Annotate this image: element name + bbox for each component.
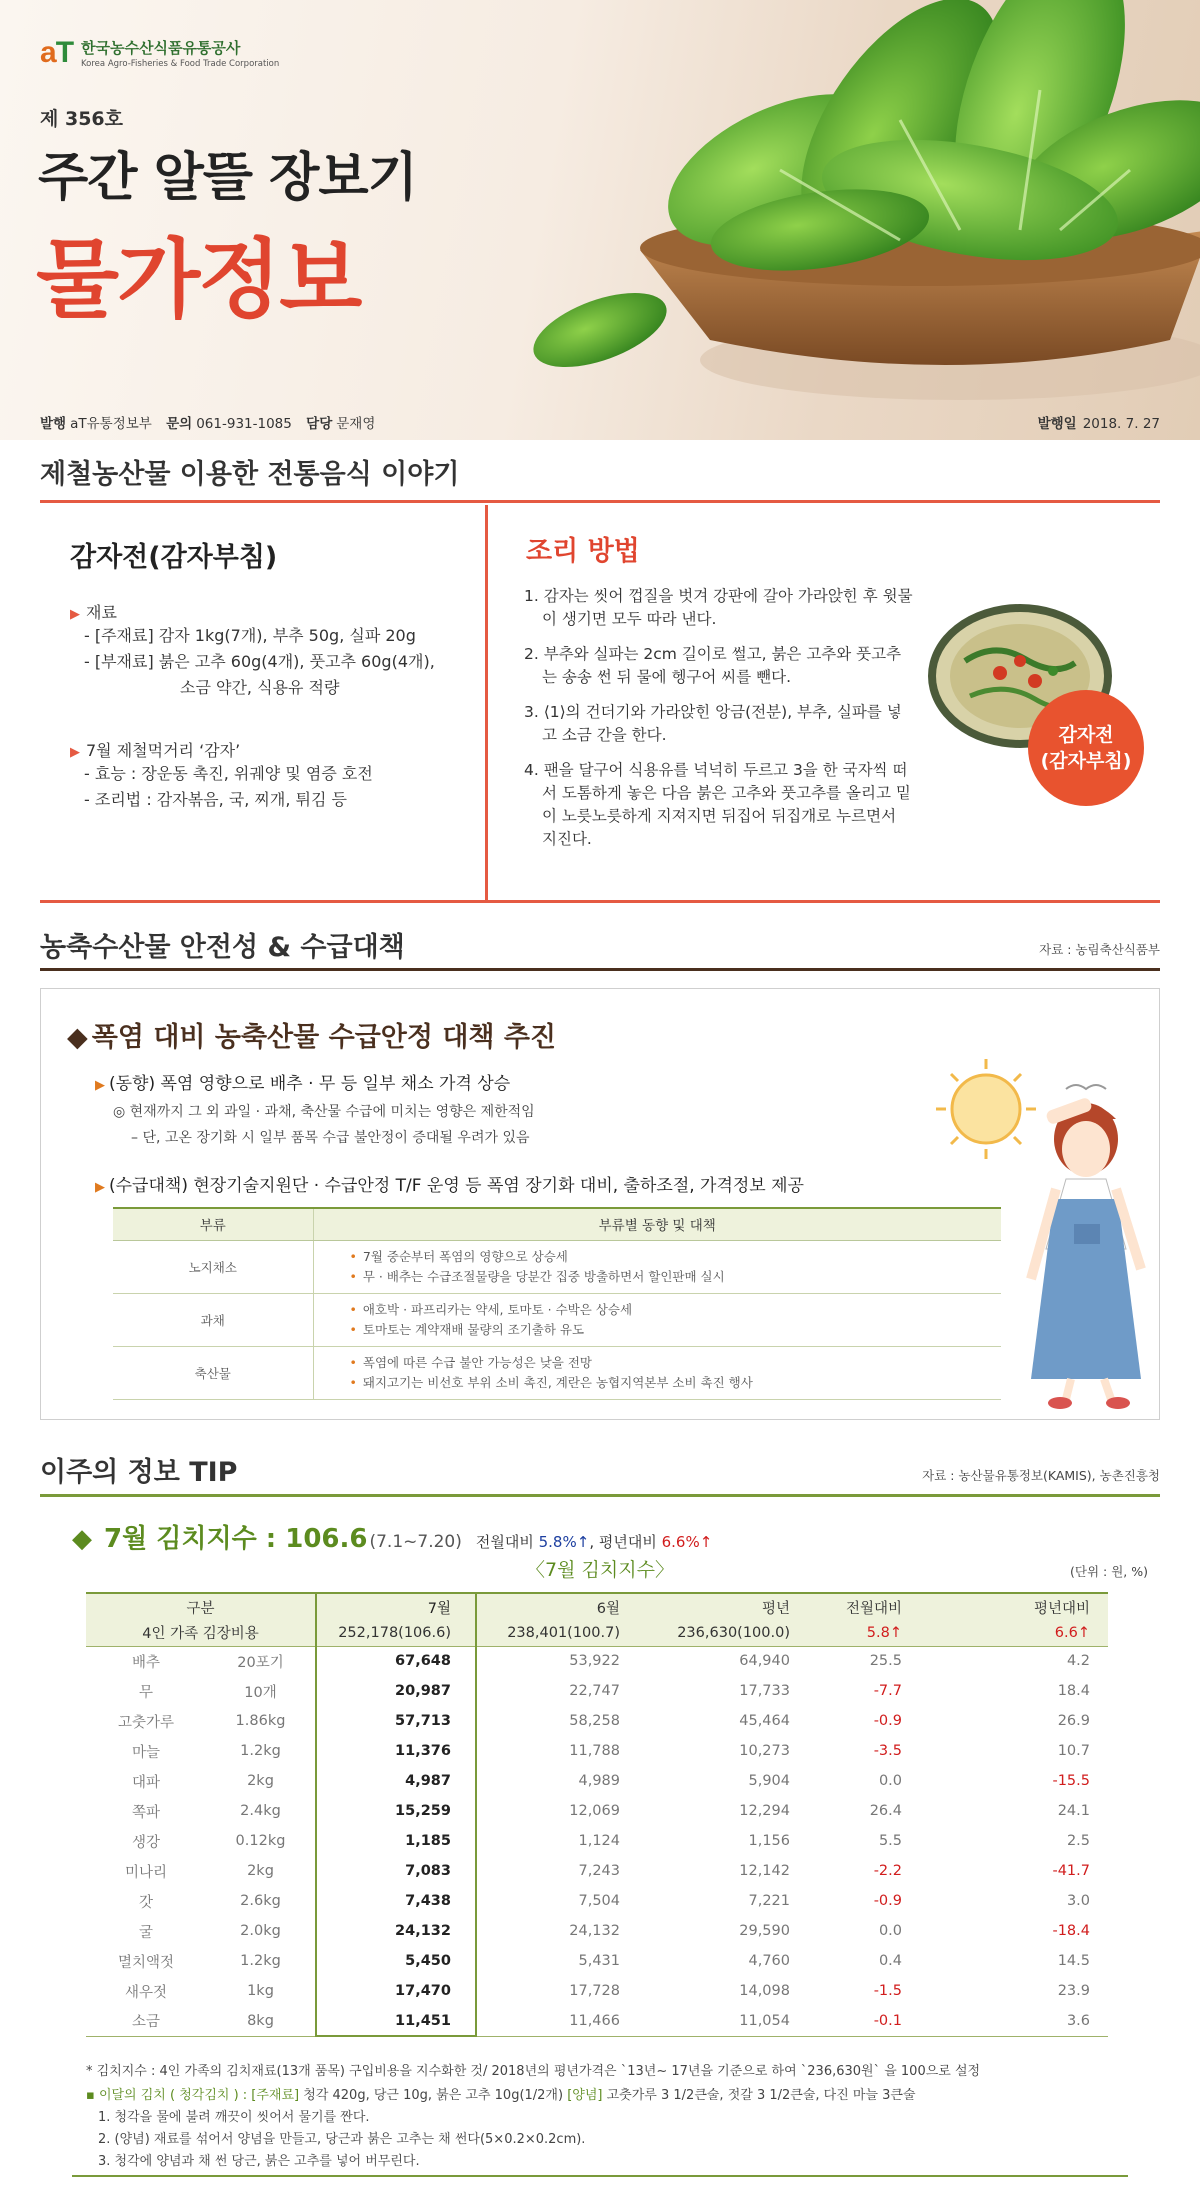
section-title-info-tip: 이주의 정보 TIP (40, 1457, 238, 1488)
dot-bullet-icon: • (349, 1301, 357, 1317)
table-header-row (86, 1593, 1108, 1620)
diamond-bullet-icon: ◆ (67, 1022, 88, 1053)
measures-headline-text: 폭염 대비 농축산물 수급안정 대책 추진 (91, 1022, 557, 1053)
cell-jun: 17,728 (569, 1983, 620, 1999)
cell-avg: 29,590 (739, 1923, 790, 1939)
cell-item: 쪽파 (131, 1804, 160, 1821)
section-source: 자료 : 농산물유통정보(KAMIS), 농촌진흥청 (922, 1468, 1160, 1483)
cell-jun: 53,922 (569, 1653, 620, 1670)
cell-avg: 12,294 (739, 1803, 790, 1819)
dot-bullet-icon: • (349, 1374, 357, 1390)
table-row (86, 1976, 1108, 2006)
column-divider (485, 505, 488, 900)
cell-jul: 7,438 (316, 1886, 476, 1916)
cell-jul: 15,259 (316, 1796, 476, 1826)
cell-avg: 64,940 (739, 1653, 790, 1670)
cell-qty: 10개 (244, 1684, 277, 1701)
column-header: 6월 (476, 1593, 626, 1620)
cell-jun: 12,069 (569, 1803, 620, 1819)
section-source: 자료 : 농림축산식품부 (1039, 942, 1160, 957)
description-line: 무 · 배추는 수급조절물량을 당분간 집중 방출하면서 할인판매 실시 (362, 1268, 725, 1284)
heatwave-woman-illustration (926, 1049, 1156, 1414)
description-line: 애호박 · 파프리카는 약세, 토마토 · 수박은 상승세 (362, 1301, 633, 1317)
cell-item: 배추 (131, 1654, 160, 1671)
ingredient-line: - [주재료] 감자 1kg(7개), 부추 50g, 실파 20g (84, 626, 416, 645)
cell-mom: 26.4 (869, 1803, 902, 1819)
cooking-step: 4. 팬을 달구어 식용유를 넉넉히 두르고 3을 한 국자씩 떠서 도톰하게 놓은 다음 붉은 고추와 풋고추를 올리고 밑이 노릇노릇하게 지져지면 뒤집어 뒤집개로 누르면서 지진다. (524, 761, 911, 848)
trend-note: ◎ 현재까지 그 외 과일 · 과채, 축산물 수급에 미치는 영향은 제한적임 (113, 1104, 535, 1120)
dot-bullet-icon: • (349, 1321, 357, 1337)
section-divider (40, 900, 1160, 903)
cell-mom: 0.4 (878, 1953, 902, 1969)
cell-qty: 20포기 (237, 1654, 284, 1671)
table-row (86, 1916, 1108, 1946)
cell-item: 소금 (86, 2006, 206, 2036)
kimchi-index-table (86, 1592, 1108, 2037)
cell-qty: 2.0kg (240, 1923, 281, 1939)
cooking-step: 2. 부추와 실파는 2cm 길이로 썰고, 붉은 고추와 풋고추는 송송 썬 뒤 물에 헹구어 씨를 뺀다. (524, 645, 902, 686)
cell-jun: 11,788 (569, 1743, 620, 1759)
cell-mom: 5.5 (878, 1833, 902, 1849)
table-row (86, 1886, 1108, 1916)
cell-jun: 4,989 (578, 1773, 620, 1789)
cell-yoy: 26.9 (1057, 1713, 1090, 1729)
cooking-method-panel (520, 505, 1160, 900)
cell-yoy: 23.9 (1057, 1983, 1090, 1999)
column-header: 전월대비 (796, 1593, 908, 1620)
badge-line: (감자부침) (1040, 750, 1132, 772)
logo-mark-t: T (55, 36, 74, 69)
cell-jun: 5,431 (578, 1953, 620, 1969)
recipe-step: 2. (양념) 재료를 섞어서 양념을 만들고, 당근과 붉은 고추는 채 썬다(5×0.2×0.2cm). (98, 2132, 586, 2147)
ingredients-block (70, 600, 435, 701)
cell-jul: 57,713 (316, 1706, 476, 1736)
seasonal-line: - 조리법 : 감자볶음, 국, 찌개, 튀김 등 (84, 790, 347, 809)
cell-avg: 45,464 (739, 1713, 790, 1729)
triangle-bullet-icon: ▶ (95, 1078, 105, 1093)
dot-bullet-icon: • (349, 1354, 357, 1370)
cell-yoy: -41.7 (1052, 1863, 1090, 1879)
logo-mark-a: a (40, 36, 56, 69)
cell-mom: -0.9 (873, 1713, 902, 1729)
badge-line: 감자전 (1058, 724, 1114, 746)
column-header: 평년 (626, 1593, 796, 1620)
total-label: 4인 가족 김장비용 (86, 1620, 316, 1646)
manager-label: 담당 (306, 416, 333, 432)
description-line: 돼지고기는 비선호 부위 소비 촉진, 계란은 농협지역본부 소비 촉진 행사 (362, 1374, 753, 1390)
cell-jul: 5,450 (316, 1946, 476, 1976)
cell-jun: 1,124 (578, 1833, 620, 1849)
table-row (86, 2006, 1108, 2036)
category-cell: 노지채소 (113, 1240, 313, 1293)
publish-date-label: 발행일 (1037, 416, 1077, 432)
description-line: 토마토는 계약재배 물량의 조기출하 유도 (362, 1321, 585, 1337)
at-logo (40, 36, 279, 70)
column-header: 구분 (86, 1593, 316, 1620)
dish-name-badge (1028, 690, 1144, 806)
measures-point-text: (수급대책) 현장기술지원단 · 수급안정 T/F 운영 등 폭염 장기화 대비, 출하조절, 가격정보 제공 (109, 1176, 804, 1196)
seasonal-heading (70, 738, 373, 761)
compare-label: 전월대비 (475, 1533, 534, 1551)
description-cell (313, 1346, 1001, 1399)
cell-avg: 5,904 (748, 1773, 790, 1789)
cell-mom: -7.7 (873, 1683, 902, 1699)
page-subtitle: 물가정보 (36, 230, 361, 330)
cell-mom: -0.1 (796, 2006, 908, 2036)
measures-point (95, 1171, 804, 1196)
table-row (113, 1293, 1001, 1346)
spinach-bowl-illustration (520, 0, 1200, 400)
dish-info-panel (40, 505, 485, 900)
kimchi-index-period: (7.1~7.20) (369, 1532, 462, 1552)
section-divider (40, 1494, 1160, 1497)
table-row (86, 1856, 1108, 1886)
cell-item: 무 (138, 1684, 153, 1701)
table-row (86, 1706, 1108, 1736)
table-row (86, 1826, 1108, 1856)
cell-jul: 67,648 (316, 1646, 476, 1676)
measures-headline (67, 1015, 556, 1054)
manager-name: 문재영 (336, 416, 376, 432)
cell-item: 고춧가루 (117, 1714, 175, 1731)
category-measures-table (113, 1207, 1001, 1400)
section-title-safety: 농축수산물 안전성 & 수급대책 (40, 932, 405, 963)
total-jul: 252,178(106.6) (316, 1620, 476, 1646)
publisher-label: 발행 (40, 416, 67, 432)
table-row (113, 1346, 1001, 1399)
cell-yoy: 10.7 (1057, 1743, 1090, 1759)
dish-title: 감자전(감자부침) (70, 542, 278, 573)
cell-mom: -0.9 (873, 1893, 902, 1909)
dot-bullet-icon: • (349, 1248, 357, 1264)
publish-date (1038, 412, 1160, 432)
section-title-traditional-food: 제철농산물 이용한 전통음식 이야기 (40, 459, 460, 490)
cell-jul: 4,987 (316, 1766, 476, 1796)
table-row (86, 1796, 1108, 1826)
recipe-main-label: [주재료] (251, 2088, 300, 2103)
table-row (86, 1736, 1108, 1766)
cooking-steps (524, 585, 914, 863)
cell-avg: 1,156 (748, 1833, 790, 1849)
cell-jul: 20,987 (316, 1676, 476, 1706)
seasonal-line: - 효능 : 장운동 촉진, 위궤양 및 염증 호전 (84, 764, 373, 783)
recipe-sauce-label: [양념] (567, 2088, 603, 2103)
cell-jun: 7,504 (578, 1893, 620, 1909)
org-name-en: Korea Agro-Fisheries & Food Trade Corporation (81, 59, 280, 69)
description-line: 폭염에 따른 수급 불안 가능성은 낮을 전망 (362, 1354, 592, 1370)
cell-jul: 1,185 (316, 1826, 476, 1856)
cell-mom: -3.5 (873, 1743, 902, 1759)
cooking-step: 3. ⟨1⟩의 건더기와 가라앉힌 앙금(전분), 부추, 실파를 넣고 소금 간을 한다. (524, 703, 902, 744)
contact-label: 문의 (166, 416, 193, 432)
trend-point-text: (동향) 폭염 영향으로 배추 · 무 등 일부 채소 가격 상승 (109, 1074, 511, 1094)
publisher: aT유통정보부 (70, 416, 152, 432)
cell-jul: 11,451 (316, 2006, 476, 2036)
cell-item: 갓 (138, 1894, 153, 1911)
cell-item: 멸치액젓 (117, 1954, 175, 1971)
footer-divider (72, 2175, 1128, 2177)
cell-item: 미나리 (124, 1864, 168, 1881)
diamond-bullet-icon: ◆ (72, 1524, 92, 1554)
cell-qty: 2kg (247, 1773, 274, 1789)
cell-yoy: 3.0 (1066, 1893, 1090, 1909)
trend-point (95, 1069, 510, 1094)
kimchi-index-title: 7월 김치지수 : 106.6 (104, 1524, 368, 1554)
column-header: 부류별 동향 및 대책 (313, 1208, 1001, 1240)
issue-number: 제 356호 (40, 108, 123, 130)
cell-jul: 7,083 (316, 1856, 476, 1886)
triangle-bullet-icon: ▶ (70, 607, 80, 622)
cell-yoy: 18.4 (1057, 1683, 1090, 1699)
cooking-step: 1. 감자는 씻어 껍질을 벗겨 강판에 갈아 가라앉힌 후 윗물이 생기면 모두 따라 낸다. (524, 587, 913, 628)
table-row (86, 1646, 1108, 1676)
cell-yoy: 4.2 (1066, 1653, 1090, 1670)
cell-yoy: -15.5 (1052, 1773, 1090, 1789)
cell-item: 새우젓 (124, 1984, 168, 2001)
table-row (113, 1240, 1001, 1293)
header-banner (0, 0, 1200, 440)
description-cell (313, 1240, 1001, 1293)
cell-item: 마늘 (131, 1744, 160, 1761)
total-avg: 236,630(100.0) (626, 1620, 796, 1646)
cell-avg: 10,273 (739, 1743, 790, 1759)
category-cell: 과채 (113, 1293, 313, 1346)
page-title: 주간 알뜰 장보기 (38, 148, 417, 208)
table-row (86, 1676, 1108, 1706)
trend-note: – 단, 고온 장기화 시 일부 품목 수급 불안정이 증대될 우려가 있음 (131, 1130, 530, 1146)
cell-yoy: 14.5 (1057, 1953, 1090, 1969)
contact-phone: 061-931-1085 (196, 416, 292, 432)
total-mom: 5.8↑ (796, 1620, 908, 1646)
cell-mom: -2.2 (873, 1863, 902, 1879)
table-row (86, 1946, 1108, 1976)
seasonal-heading-text: 7월 제철먹거리 ‘감자’ (86, 741, 241, 760)
cell-item: 대파 (131, 1774, 160, 1791)
cooking-method-title: 조리 방법 (526, 536, 640, 567)
section-divider (40, 968, 1160, 971)
ingredient-line: - [부재료] 붉은 고추 60g(4개), 풋고추 60g(4개), (84, 652, 435, 671)
cell-qty: 8kg (206, 2006, 316, 2036)
compare-prev-value: 5.8%↑ (538, 1533, 590, 1551)
kimchi-footnote: * 김치지수 : 4인 가족의 김치재료(13개 품목) 구입비용을 지수화한 것/ 2018년의 평년가격은 `13년~ 17년을 기준으로 하여 `236,630원` 을 100으로 설정 (86, 2064, 981, 2079)
triangle-bullet-icon: ▶ (95, 1180, 105, 1195)
column-header: 평년대비 (908, 1593, 1108, 1620)
cell-qty: 0.12kg (235, 1833, 286, 1849)
publisher-info (40, 412, 375, 432)
unit-note: (단위 : 원, %) (1070, 1564, 1148, 1579)
seasonal-food-block (70, 738, 373, 813)
table-row (86, 1766, 1108, 1796)
table-header-row (113, 1208, 1001, 1240)
column-header: 7월 (316, 1593, 476, 1620)
cell-mom: 25.5 (869, 1653, 902, 1670)
cell-avg: 14,098 (739, 1983, 790, 1999)
cell-yoy: 2.5 (1066, 1833, 1090, 1849)
column-header: 부류 (113, 1208, 313, 1240)
supply-measures-box (40, 988, 1160, 1420)
cell-avg: 17,733 (739, 1683, 790, 1699)
dot-bullet-icon: • (349, 1268, 357, 1284)
cell-yoy: -18.4 (1052, 1923, 1090, 1939)
compare-avg-value: 6.6%↑ (661, 1533, 713, 1551)
cell-jul: 11,376 (316, 1736, 476, 1766)
cell-item: 굴 (138, 1924, 153, 1941)
cell-qty: 2.6kg (240, 1893, 281, 1909)
description-line: 7월 중순부터 폭염의 영향으로 상승세 (362, 1248, 568, 1264)
cell-mom: -1.5 (873, 1983, 902, 1999)
cell-jun: 7,243 (578, 1863, 620, 1879)
cell-jun: 24,132 (569, 1923, 620, 1939)
cell-jul: 24,132 (316, 1916, 476, 1946)
cell-jul: 17,470 (316, 1976, 476, 2006)
cell-avg: 12,142 (739, 1863, 790, 1879)
triangle-bullet-icon: ▶ (70, 745, 80, 760)
cell-qty: 2.4kg (240, 1803, 281, 1819)
cell-yoy: 3.6 (908, 2006, 1108, 2036)
category-cell: 축산물 (113, 1346, 313, 1399)
recipe-label: ▪ 이달의 김치 ( 청각김치 ) : (86, 2088, 248, 2103)
cell-yoy: 24.1 (1057, 1803, 1090, 1819)
publish-date-value: 2018. 7. 27 (1082, 416, 1160, 432)
cell-jun: 58,258 (569, 1713, 620, 1729)
total-jun: 238,401(100.7) (476, 1620, 626, 1646)
cell-qty: 1.86kg (235, 1713, 286, 1729)
logo-mark (40, 36, 73, 70)
kimchi-table-body (86, 1646, 1108, 2036)
cell-jun: 11,466 (476, 2006, 626, 2036)
table-caption: 〈7월 김치지수〉 (526, 1559, 674, 1581)
cell-avg: 7,221 (748, 1893, 790, 1909)
recipe-sauce: 고춧가루 3 1/2큰술, 젓갈 3 1/2큰술, 다진 마늘 3큰술 (606, 2088, 916, 2103)
compare-label: , 평년대비 (589, 1533, 657, 1551)
org-name-kr: 한국농수산식품유통공사 (81, 39, 241, 57)
ingredients-heading-text: 재료 (86, 603, 117, 622)
cell-mom: 0.0 (878, 1923, 902, 1939)
cell-qty: 2kg (247, 1863, 274, 1879)
total-yoy: 6.6↑ (908, 1620, 1108, 1646)
recipe-main: 청각 420g, 당근 10g, 붉은 고추 10g(1/2개) (303, 2088, 564, 2103)
description-cell (313, 1293, 1001, 1346)
cell-qty: 1kg (247, 1983, 274, 1999)
cell-avg: 11,054 (626, 2006, 796, 2036)
section-divider (40, 500, 1160, 503)
total-row (86, 1620, 1108, 1646)
monthly-kimchi-recipe (86, 2084, 916, 2103)
kimchi-index-headline (72, 1518, 712, 1555)
cell-item: 생강 (131, 1834, 160, 1851)
cell-qty: 1.2kg (240, 1953, 281, 1969)
recipe-step: 1. 청각을 물에 불려 깨끗이 씻어서 물기를 짠다. (98, 2110, 370, 2125)
cell-jun: 22,747 (569, 1683, 620, 1699)
ingredient-line: 소금 약간, 식용유 적량 (180, 678, 340, 697)
recipe-step: 3. 청각에 양념과 채 썬 당근, 붉은 고추를 넣어 버무린다. (98, 2154, 420, 2169)
ingredients-heading (70, 600, 435, 623)
cell-avg: 4,760 (748, 1953, 790, 1969)
cell-mom: 0.0 (878, 1773, 902, 1789)
cell-qty: 1.2kg (240, 1743, 281, 1759)
